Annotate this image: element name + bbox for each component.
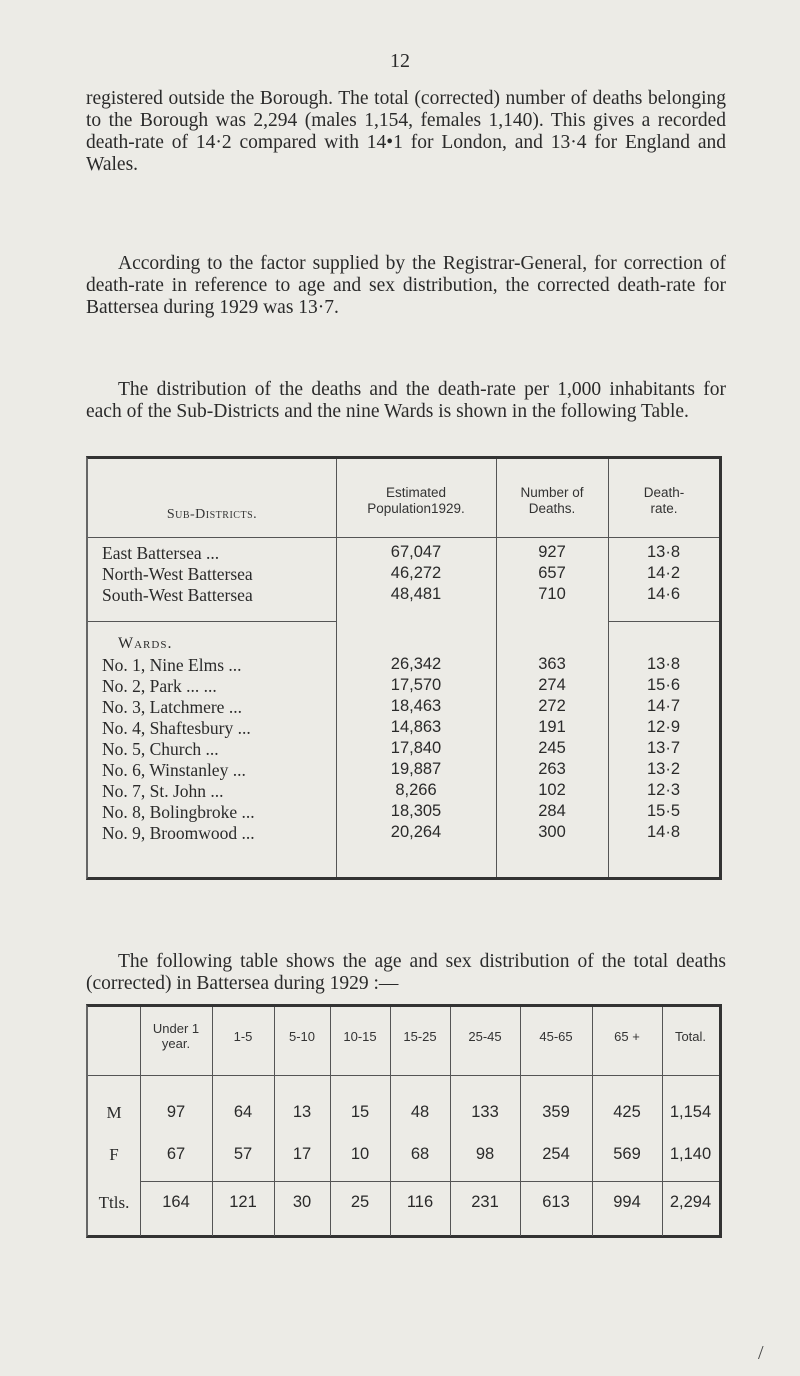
ward-name: No. 2, Park ... ...: [102, 676, 217, 696]
female-15-25: 68: [410, 1145, 430, 1163]
subdistrict-name: South-West Battersea: [102, 585, 253, 605]
ward-rate: 13·2: [646, 760, 681, 778]
ward-name: No. 4, Shaftesbury ...: [102, 718, 251, 738]
male-1-5: 64: [233, 1103, 253, 1121]
ward-population: 20,264: [390, 823, 442, 841]
female-25-45: 98: [475, 1145, 495, 1163]
subdistrict-deaths: 657: [538, 564, 566, 582]
subdistrict-rate: 14·2: [646, 564, 681, 582]
wards-heading: Wards.: [118, 635, 173, 652]
ward-name: No. 5, Church ...: [102, 739, 219, 759]
margin-mark: /: [758, 1342, 764, 1364]
male-total: 1,154: [669, 1103, 712, 1121]
ward-population: 18,463: [390, 697, 442, 715]
subdistrict-name: North-West Battersea: [102, 564, 253, 584]
female-5-10: 17: [292, 1145, 312, 1163]
total-65-plus: 994: [613, 1193, 641, 1211]
subdistrict-deaths: 710: [538, 585, 566, 603]
ward-population: 17,570: [390, 676, 442, 694]
ward-deaths: 284: [538, 802, 566, 820]
female-total: 1,140: [669, 1145, 712, 1163]
male-under-1: 97: [166, 1103, 186, 1121]
ward-deaths: 263: [538, 760, 566, 778]
header-1-5: 1-5: [233, 1029, 253, 1044]
header-under-1: Under 1 year.: [152, 1021, 200, 1051]
ward-name: No. 1, Nine Elms ...: [102, 655, 242, 675]
ward-deaths: 272: [538, 697, 566, 715]
header-65-plus: 65 +: [614, 1029, 640, 1044]
subdistrict-name: East Battersea ...: [102, 543, 220, 563]
total-45-65: 613: [542, 1193, 570, 1211]
subdistrict-deaths: 927: [538, 543, 566, 561]
header-45-65: 45-65: [539, 1029, 573, 1044]
age-sex-table: [86, 1004, 722, 1238]
row-label-totals: Ttls.: [98, 1193, 130, 1212]
paragraph-3: The distribution of the deaths and the death-rate per 1,000 inhabitants for each of the Sub-Districts and the nine Wards is shown in the following Table.: [86, 379, 726, 422]
header-population: Estimated Population1929.: [367, 485, 465, 516]
header-25-45: 25-45: [468, 1029, 502, 1044]
header-sub-districts: Sub-Districts.: [166, 507, 258, 522]
female-under-1: 67: [166, 1145, 186, 1163]
paragraph-1: registered outside the Borough. The total (corrected) number of deaths belonging to the Borough was 2,294 (males 1,154, females 1,140). This gives a recorded death-rate of 14·2 compared with 14•1 for London, and 13·4 for England and Wales.: [86, 88, 726, 175]
header-5-10: 5-10: [288, 1029, 316, 1044]
male-10-15: 15: [350, 1103, 370, 1121]
ward-deaths: 102: [538, 781, 566, 799]
ward-rate: 12·9: [646, 718, 681, 736]
header-total: Total.: [674, 1029, 707, 1044]
ward-deaths: 191: [538, 718, 566, 736]
ward-rate: 12·3: [646, 781, 681, 799]
total-5-10: 30: [292, 1193, 312, 1211]
ward-deaths: 274: [538, 676, 566, 694]
subdistrict-population: 67,047: [390, 543, 442, 561]
ward-population: 8,266: [395, 781, 437, 799]
female-45-65: 254: [542, 1145, 570, 1163]
ward-rate: 13·7: [646, 739, 681, 757]
male-15-25: 48: [410, 1103, 430, 1121]
subdistrict-population: 46,272: [390, 564, 442, 582]
ward-rate: 14·8: [646, 823, 681, 841]
row-label-female: F: [109, 1145, 119, 1164]
header-deaths: Number of Deaths.: [520, 485, 584, 516]
row-label-male: M: [106, 1103, 122, 1122]
death-rate-table: [86, 456, 722, 880]
ward-population: 19,887: [390, 760, 442, 778]
total-15-25: 116: [406, 1193, 434, 1211]
paragraph-4: The following table shows the age and sex distribution of the total deaths (corrected) in Battersea during 1929 :—: [86, 951, 726, 994]
ward-rate: 13·8: [646, 655, 681, 673]
ward-name: No. 9, Broomwood ...: [102, 823, 255, 843]
ward-deaths: 363: [538, 655, 566, 673]
total-1-5: 121: [229, 1193, 257, 1211]
male-5-10: 13: [292, 1103, 312, 1121]
female-65-plus: 569: [613, 1145, 641, 1163]
ward-rate: 15·6: [646, 676, 681, 694]
ward-population: 17,840: [390, 739, 442, 757]
ward-rate: 15·5: [646, 802, 681, 820]
ward-name: No. 8, Bolingbroke ...: [102, 802, 255, 822]
header-death-rate: Death- rate.: [643, 485, 685, 516]
grand-total: 2,294: [669, 1193, 712, 1211]
female-10-15: 10: [350, 1145, 370, 1163]
ward-name: No. 6, Winstanley ...: [102, 760, 246, 780]
ward-name: No. 3, Latchmere ...: [102, 697, 242, 717]
page-number: 12: [390, 50, 410, 72]
total-10-15: 25: [350, 1193, 370, 1211]
subdistrict-rate: 13·8: [646, 543, 681, 561]
ward-deaths: 245: [538, 739, 566, 757]
male-65-plus: 425: [613, 1103, 641, 1121]
ward-name: No. 7, St. John ...: [102, 781, 224, 801]
header-10-15: 10-15: [343, 1029, 377, 1044]
female-1-5: 57: [233, 1145, 253, 1163]
paragraph-2: According to the factor supplied by the Registrar-General, for correction of death-rate in reference to age and sex distribution, the corrected death-rate for Battersea during 1929 was 13·7.: [86, 253, 726, 318]
subdistrict-population: 48,481: [390, 585, 442, 603]
ward-rate: 14·7: [646, 697, 681, 715]
ward-population: 18,305: [390, 802, 442, 820]
male-25-45: 133: [471, 1103, 499, 1121]
subdistrict-rate: 14·6: [646, 585, 681, 603]
ward-population: 26,342: [390, 655, 442, 673]
header-15-25: 15-25: [403, 1029, 437, 1044]
total-under-1: 164: [162, 1193, 190, 1211]
male-45-65: 359: [542, 1103, 570, 1121]
ward-population: 14,863: [390, 718, 442, 736]
total-25-45: 231: [471, 1193, 499, 1211]
ward-deaths: 300: [538, 823, 566, 841]
